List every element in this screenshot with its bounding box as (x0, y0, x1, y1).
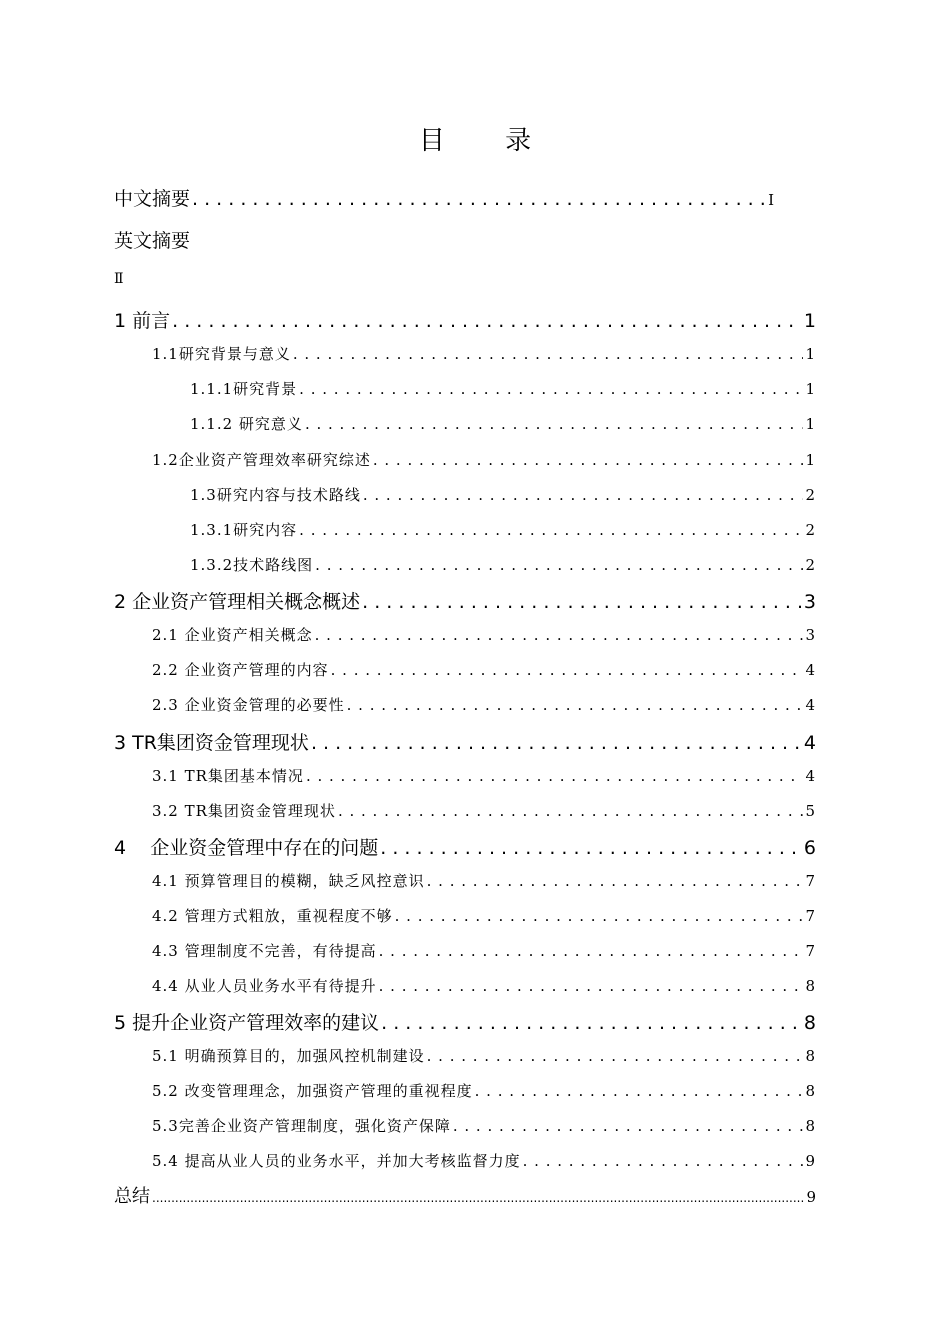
toc-entry[interactable] (152, 975, 816, 996)
toc-entry-label: 1.1.1研究背景 (190, 380, 298, 398)
toc-entry-label: 4.1 预算管理目的模糊，缺乏风控意识 (152, 872, 425, 890)
toc-entry-label: 英文摘要 (114, 230, 191, 252)
toc-leader (427, 872, 804, 890)
toc-entry[interactable] (114, 833, 816, 860)
toc-page-number: 8 (805, 1047, 816, 1065)
toc-entry-label: 4.3 管理制度不完善，有待提高 (152, 942, 377, 960)
toc-page-number: 2 (805, 486, 816, 504)
toc-leader (362, 591, 802, 613)
toc-leader (299, 380, 803, 398)
toc-entry-label: 2.1 企业资产相关概念 (152, 626, 313, 644)
toc-entry[interactable] (152, 1150, 816, 1171)
toc-page-number: 8 (803, 1012, 816, 1034)
toc-page-number: 8 (805, 977, 816, 995)
toc-entry[interactable] (114, 587, 816, 614)
toc-leader (152, 1191, 804, 1205)
toc-entry-label: 4.2 管理方式粗放，重视程度不够 (152, 907, 393, 925)
toc-entry[interactable] (190, 554, 816, 575)
toc-entry-label: 4 企业资金管理中存在的问题 (114, 837, 379, 859)
toc-entry[interactable] (114, 184, 774, 211)
toc-page-number: 4 (805, 696, 816, 714)
toc-leader (172, 310, 802, 332)
toc-entry[interactable] (152, 940, 816, 961)
toc-page-number: 6 (803, 837, 816, 859)
toc-entry-label: 5.4 提高从业人员的业务水平，并加大考核监督力度 (152, 1152, 521, 1170)
toc-page-number: I (768, 191, 774, 209)
toc-leader (395, 907, 804, 925)
toc-page-number: 2 (805, 556, 816, 574)
toc-entry[interactable] (152, 659, 816, 680)
toc-entry-label: 1.3.1研究内容 (190, 521, 298, 539)
toc-entry[interactable] (114, 226, 190, 253)
toc-entry[interactable] (114, 1182, 816, 1208)
toc-page-number: 1 (805, 451, 816, 469)
toc-leader (311, 732, 802, 754)
toc-entry[interactable] (152, 694, 816, 715)
toc-entry-label: 3 TR集团资金管理现状 (114, 732, 309, 754)
toc-page-number: 1 (805, 345, 816, 363)
toc-entry[interactable] (152, 1080, 816, 1101)
toc-page-number: 5 (805, 802, 816, 820)
toc-entry[interactable] (190, 484, 816, 505)
toc-leader (453, 1117, 804, 1135)
toc-page-number: 8 (805, 1117, 816, 1135)
toc-entry-label: 1.3.2技术路线图 (190, 556, 314, 574)
toc-leader (379, 977, 804, 995)
toc-leader (299, 521, 803, 539)
toc-entry[interactable] (190, 519, 816, 540)
toc-entry[interactable] (190, 413, 816, 434)
toc-entry[interactable] (152, 800, 816, 821)
page-title: 目 录 (418, 126, 558, 156)
toc-leader (523, 1152, 804, 1170)
toc-entry-label: 2.2 企业资产管理的内容 (152, 661, 329, 679)
toc-page-number: 1 (805, 415, 816, 433)
toc-entry-label: 5 提升企业资产管理效率的建议 (114, 1012, 380, 1034)
toc-page-number: 8 (805, 1082, 816, 1100)
toc-page-number: 3 (803, 591, 816, 613)
toc-entry-label: 5.1 明确预算目的，加强风控机制建设 (152, 1047, 425, 1065)
toc-leader (381, 1012, 802, 1034)
toc-entry-label: 2 企业资产管理相关概念概述 (114, 591, 361, 613)
toc-entry-label: 1.3研究内容与技术路线 (190, 486, 361, 504)
toc-entry-label: 总结 (114, 1186, 150, 1207)
toc-page-number: 7 (805, 942, 816, 960)
toc-entry[interactable] (152, 1115, 816, 1136)
toc-leader (338, 802, 804, 820)
toc-page-number: 2 (805, 521, 816, 539)
toc-page-number: 4 (803, 732, 816, 754)
toc-leader (347, 696, 804, 714)
toc-page-number: 7 (805, 872, 816, 890)
toc-leader (379, 942, 804, 960)
toc-leader (306, 767, 804, 785)
toc-entry[interactable] (114, 306, 816, 333)
toc-entry[interactable] (152, 449, 816, 470)
toc-leader (315, 626, 804, 644)
toc-page-number: 9 (805, 1152, 816, 1170)
toc-page-number: 4 (805, 661, 816, 679)
toc-page-number: 1 (805, 380, 816, 398)
toc-entry-label: 中文摘要 (114, 188, 191, 210)
toc-leader (363, 486, 804, 504)
toc-entry-label: 4.4 从业人员业务水平有待提升 (152, 977, 377, 995)
toc-page-number: 3 (805, 626, 816, 644)
toc-leader (331, 661, 804, 679)
toc-entry-label: 1.1.2 研究意义 (190, 415, 303, 433)
toc-page-number: 4 (805, 767, 816, 785)
toc-leader (475, 1082, 804, 1100)
toc-leader (380, 837, 802, 859)
toc-entry-label: 5.2 改变管理理念，加强资产管理的重视程度 (152, 1082, 473, 1100)
toc-page-number: 1 (803, 310, 816, 332)
toc-entry[interactable] (152, 343, 816, 364)
toc-entry[interactable] (152, 905, 816, 926)
toc-page-number: Ⅱ (114, 271, 124, 287)
toc-entry-label: 1.1研究背景与意义 (152, 345, 291, 363)
toc-entry-label: 1 前言 (114, 310, 171, 332)
toc-entry[interactable] (152, 870, 816, 891)
toc-entry[interactable] (114, 1008, 816, 1035)
toc-entry[interactable] (190, 378, 816, 399)
toc-leader (427, 1047, 804, 1065)
toc-leader (373, 451, 804, 469)
toc-entry[interactable] (152, 1045, 816, 1066)
toc-page-number: 9 (806, 1188, 816, 1206)
toc-leader (315, 556, 803, 574)
toc-entry[interactable] (152, 765, 816, 786)
toc-entry-label: 3.2 TR集团资金管理现状 (152, 802, 336, 820)
toc-leader (293, 345, 804, 363)
toc-leader (305, 415, 804, 433)
toc-entry-label: 1.2企业资产管理效率研究综述 (152, 451, 371, 469)
toc-entry[interactable] (152, 624, 816, 645)
toc-page-number: 7 (805, 907, 816, 925)
toc-entry[interactable] (114, 728, 816, 755)
toc-entry-label: 2.3 企业资金管理的必要性 (152, 696, 345, 714)
toc-leader (192, 188, 766, 210)
toc-entry-label: 5.3完善企业资产管理制度，强化资产保障 (152, 1117, 451, 1135)
toc-entry-label: 3.1 TR集团基本情况 (152, 767, 304, 785)
